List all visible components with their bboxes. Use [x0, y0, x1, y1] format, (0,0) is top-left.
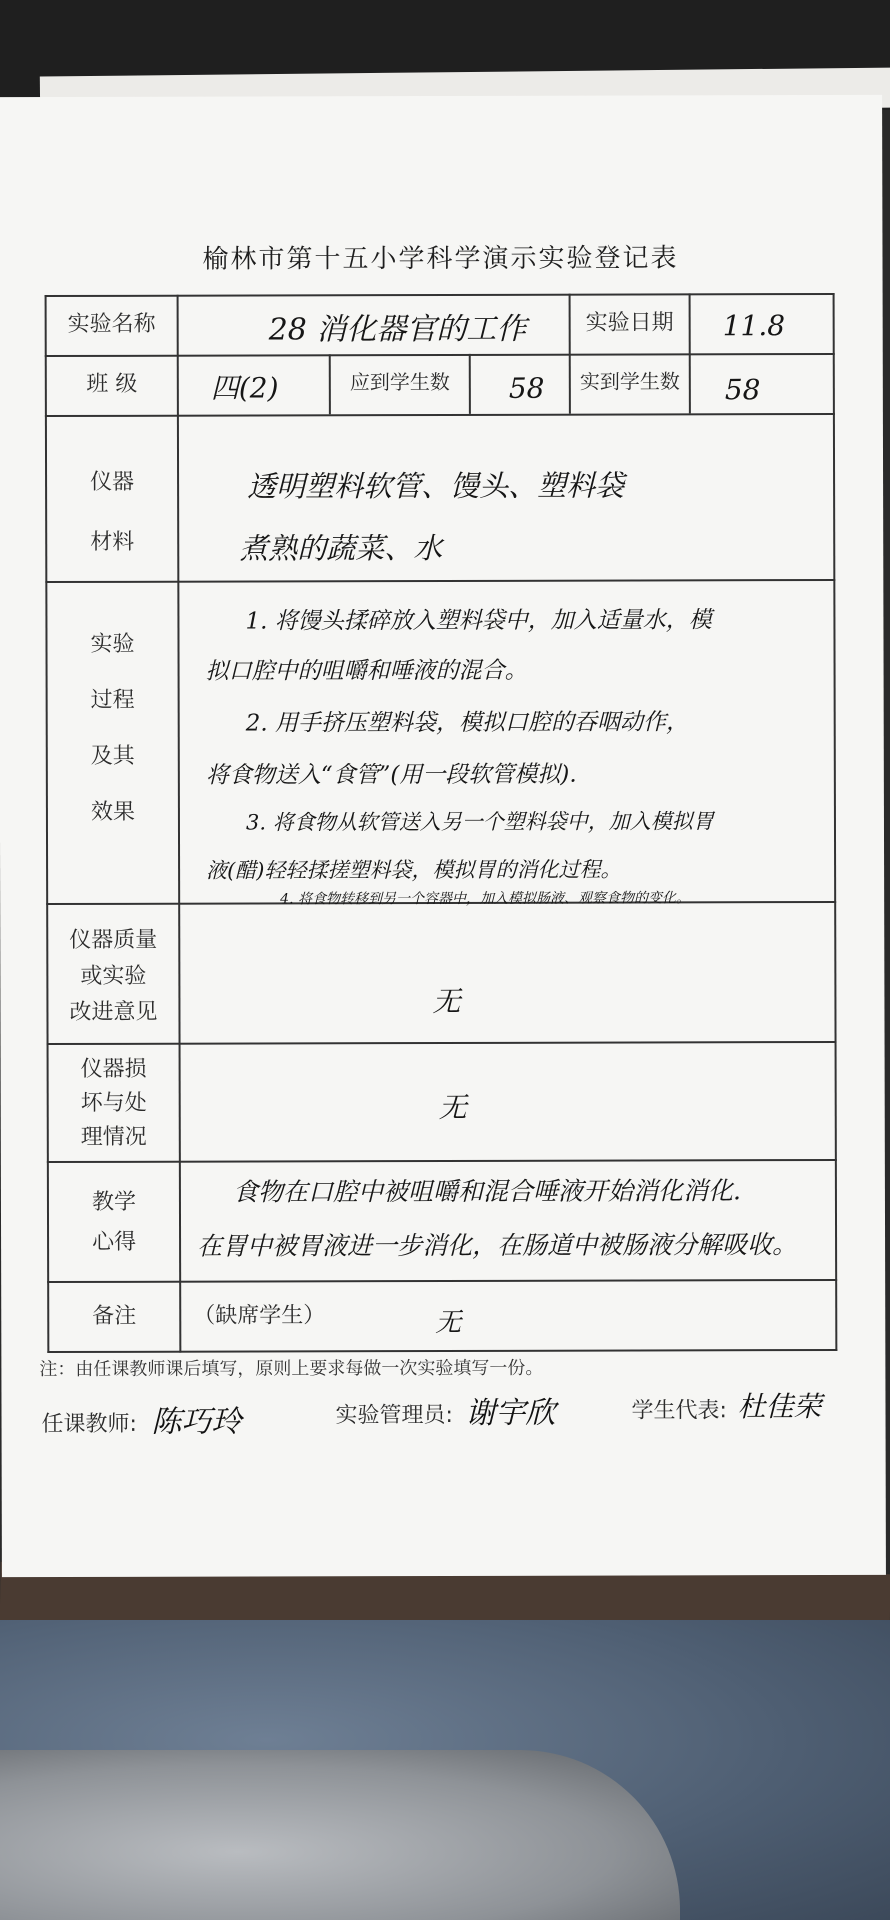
- form-title: 榆林市第十五小学科学演示实验登记表: [202, 243, 679, 275]
- remarks-prefix: （缺席学生）: [193, 1303, 326, 1329]
- label-expected-students: 应到学生数: [349, 369, 450, 395]
- background-knee: [0, 1750, 680, 1920]
- manager-label: 实验管理员:: [335, 1402, 453, 1429]
- label-process: [47, 617, 178, 841]
- label-damage: [49, 1053, 179, 1155]
- label-reflection: [49, 1183, 179, 1263]
- value-experiment-name: 28 消化器官的工作: [268, 311, 527, 348]
- label-experiment-name: 实验名称: [67, 311, 156, 337]
- label-line: 坏与处: [80, 1090, 147, 1116]
- process-line-6: 液(醋)轻轻揉搓塑料袋，模拟胃的消化过程。: [206, 857, 622, 883]
- rule: [833, 293, 838, 1351]
- value-class: 四(2): [210, 371, 279, 405]
- value-remarks: 无: [435, 1307, 462, 1339]
- materials-line-1: 透明塑料软管、馒头、塑料袋: [247, 468, 625, 504]
- label-class: 班 级: [86, 371, 138, 397]
- rule: [45, 579, 835, 583]
- student-signature: 杜佳荣: [737, 1390, 822, 1424]
- value-damage: 无: [438, 1090, 467, 1125]
- rule: [689, 293, 691, 413]
- value-actual-students: 58: [724, 373, 761, 407]
- label-line: 材料: [90, 529, 135, 555]
- process-line-5: 3. 将食物从软管送入另一个塑料袋中，加入模拟胃: [245, 809, 714, 835]
- teacher-signature: 陈巧玲: [151, 1404, 242, 1440]
- label-line: 效果: [90, 799, 135, 825]
- student-label: 学生代表:: [631, 1398, 727, 1424]
- label-actual-students: 实到学生数: [579, 369, 680, 394]
- label-line: 过程: [90, 687, 135, 713]
- label-line: 仪器质量: [69, 927, 158, 953]
- process-line-4: 将食物送入“食管”(用一段软管模拟).: [205, 761, 577, 789]
- rule: [469, 354, 471, 414]
- value-experiment-date: 11.8: [722, 309, 786, 343]
- manager-signature: 谢宇欣: [465, 1395, 556, 1431]
- label-line: 及其: [90, 743, 135, 769]
- rule: [45, 413, 835, 417]
- teacher-label: 任课教师:: [41, 1411, 137, 1438]
- label-line: 理情况: [80, 1124, 147, 1150]
- process-line-7: 4. 将食物转移到另一个容器中，加入模拟肠液、观察食物的变化。: [280, 890, 690, 908]
- rule: [47, 1041, 837, 1045]
- rule: [47, 1279, 837, 1283]
- label-line: 仪器: [90, 469, 135, 495]
- label-remarks: 备注: [92, 1303, 137, 1329]
- label-materials: [47, 453, 177, 573]
- reflection-line-2: 在胃中被胃液进一步消化，在肠道中被肠液分解吸收。: [197, 1230, 798, 1261]
- label-line: 仪器损: [80, 1056, 147, 1082]
- reflection-line-1: 食物在口腔中被咀嚼和混合唾液开始消化消化.: [232, 1176, 741, 1207]
- rule: [47, 1349, 837, 1353]
- label-line: 实验: [90, 631, 135, 657]
- label-line: 教学: [91, 1189, 136, 1215]
- value-expected-students: 58: [508, 371, 545, 405]
- label-line: 或实验: [80, 963, 147, 989]
- rule: [47, 1159, 837, 1163]
- label-experiment-date: 实验日期: [585, 310, 674, 336]
- label-line: 心得: [92, 1229, 137, 1255]
- rule: [45, 353, 835, 357]
- materials-line-2: 煮熟的蔬菜、水: [239, 530, 443, 566]
- footer-note: 注：由任课教师课后填写，原则上要求每做一次实验填写一份。: [39, 1357, 544, 1381]
- label-quality: [48, 923, 178, 1031]
- process-line-1: 1. 将馒头揉碎放入塑料袋中，加入适量水，模: [245, 607, 712, 635]
- process-line-2: 拟口腔中的咀嚼和唾液的混合。: [205, 657, 528, 685]
- form-table: [0, 95, 886, 1577]
- rule: [45, 293, 835, 297]
- value-quality: 无: [432, 984, 461, 1019]
- process-line-3: 2. 用手挤压塑料袋，模拟口腔的吞咽动作，: [245, 709, 690, 737]
- label-line: 改进意见: [69, 999, 158, 1025]
- form-sheet: [0, 95, 886, 1577]
